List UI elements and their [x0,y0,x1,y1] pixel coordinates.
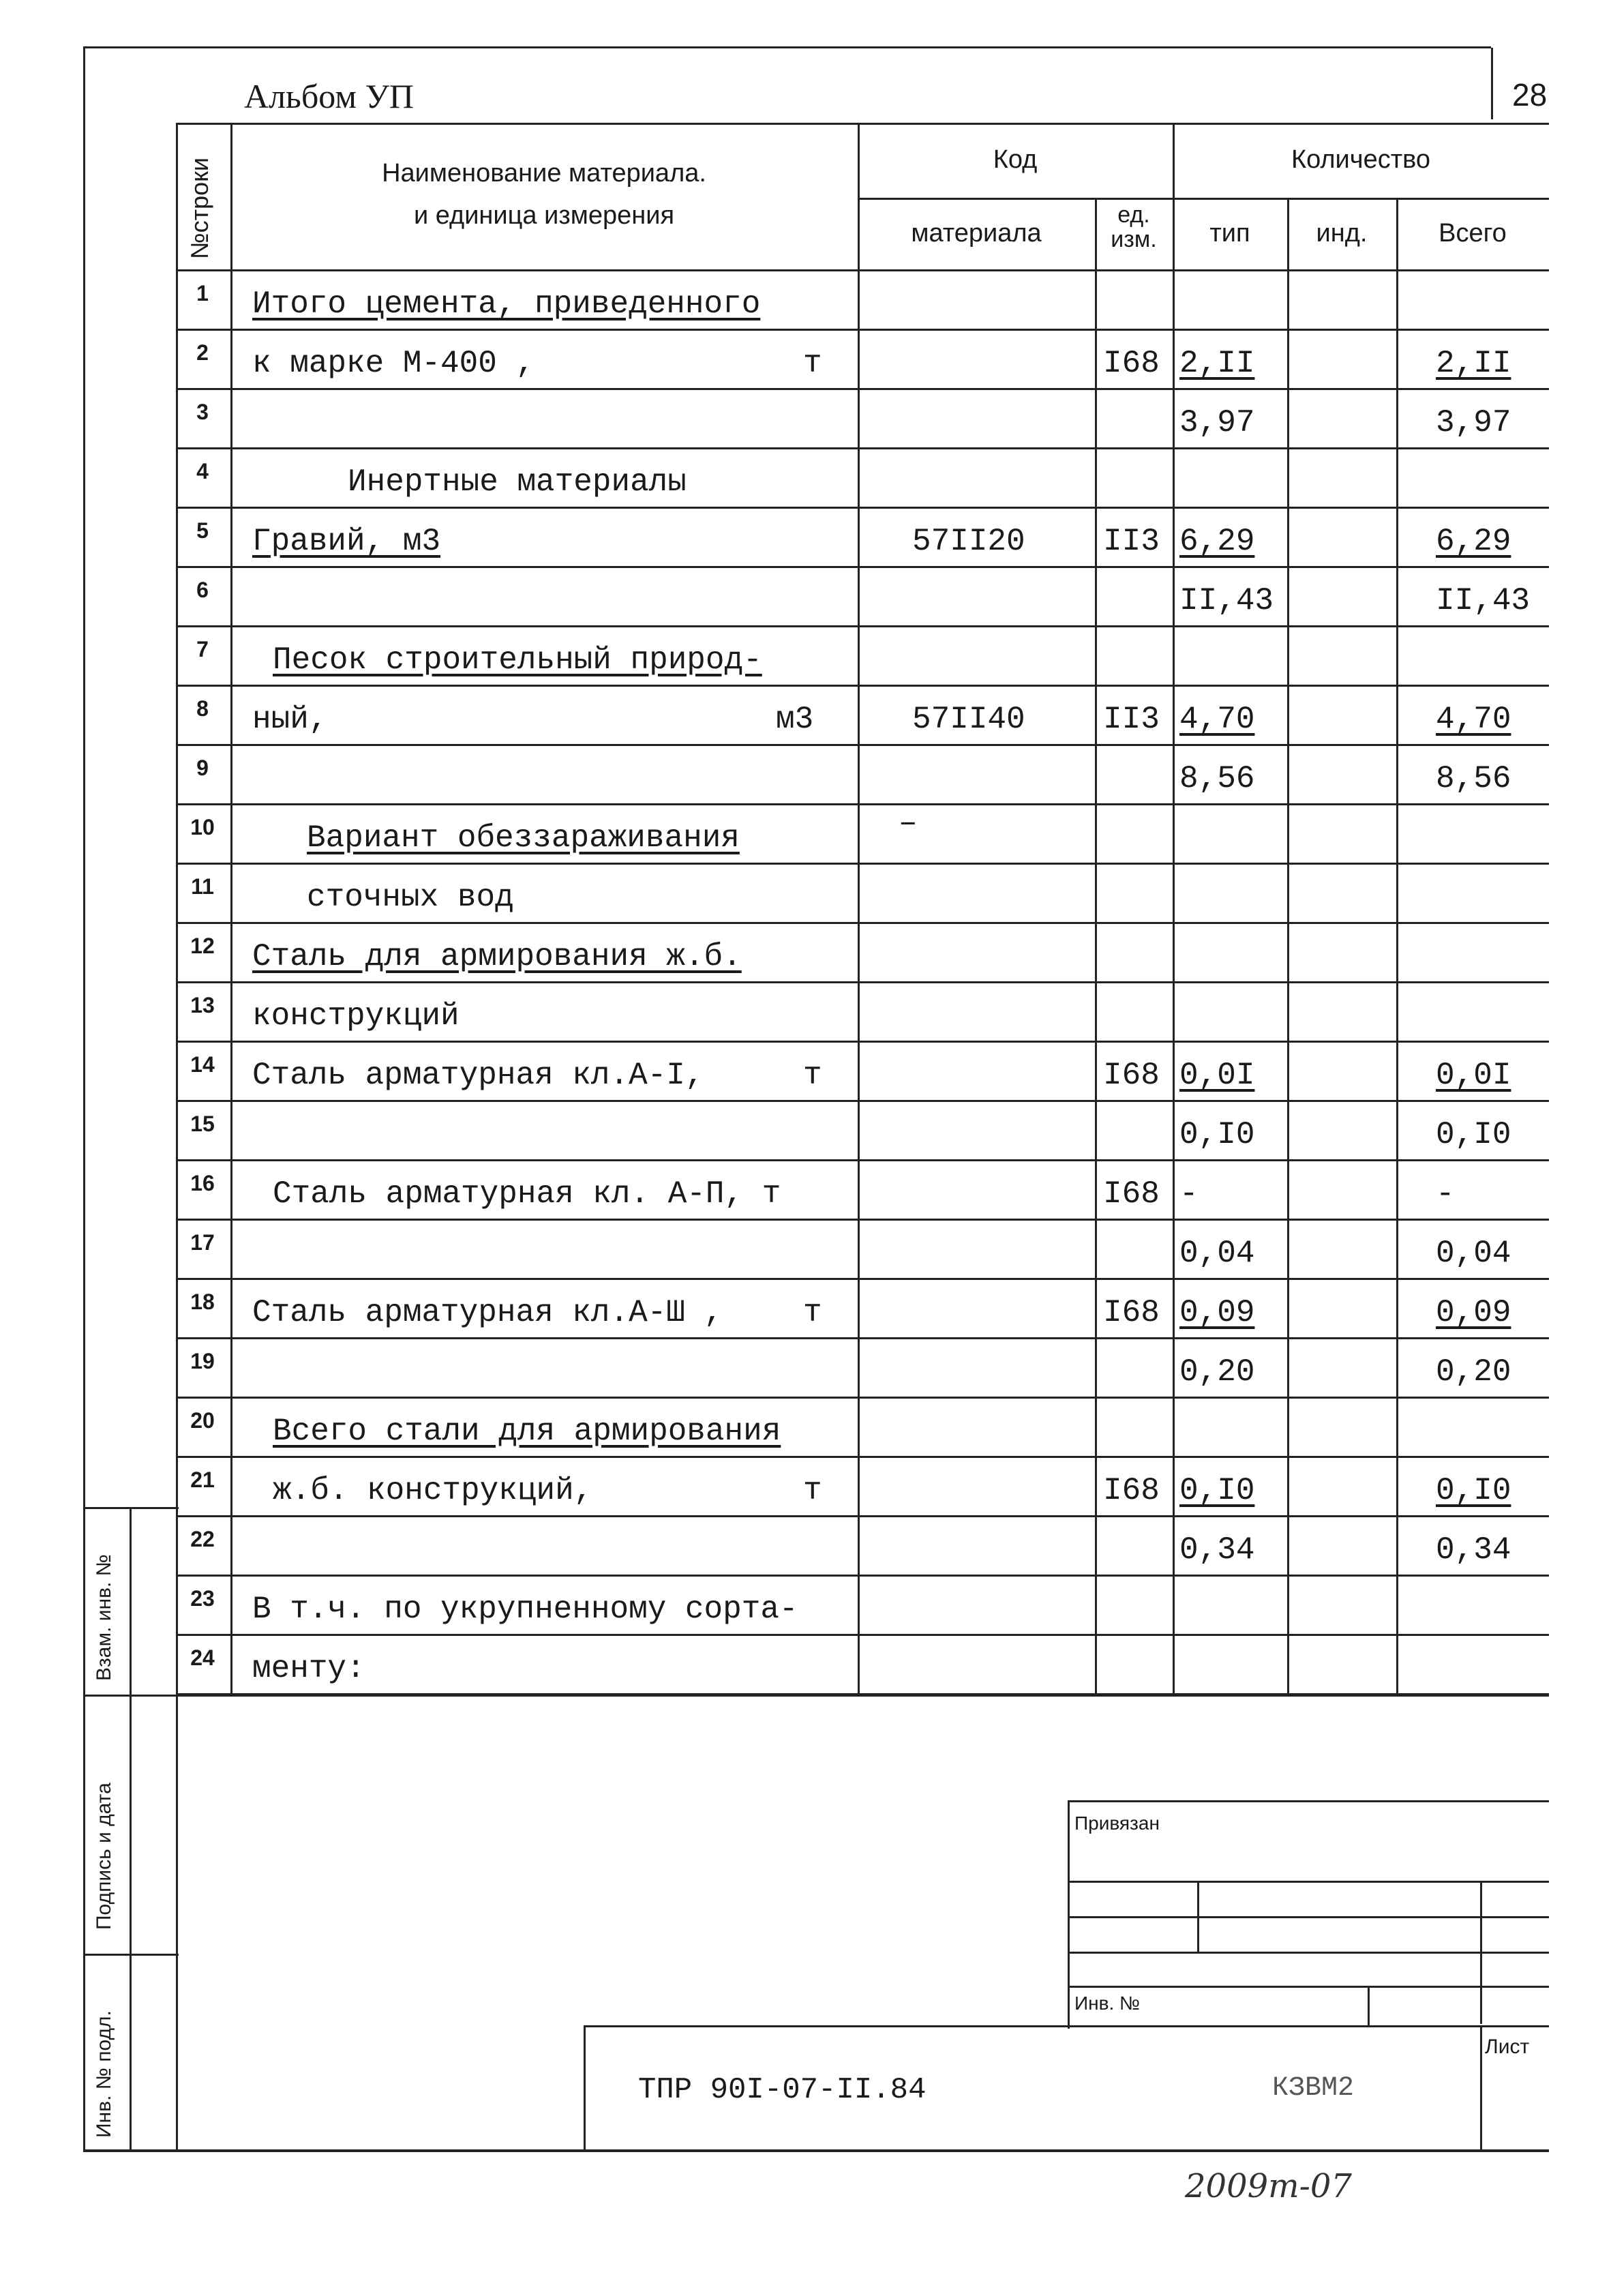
table-row [176,568,1549,627]
handwritten-number: 2009т-07 [1185,2167,1352,2205]
album-title: Альбом УП [244,77,414,115]
qty-total-value: 8,56 [1436,761,1511,796]
row-number: 18 [190,1289,215,1314]
unit-code: I68 [1103,1176,1160,1212]
unit-suffix: т [803,1058,822,1093]
table-row [176,1102,1549,1161]
table-row [176,1577,1549,1636]
qty-total-value: 3,97 [1436,405,1511,441]
material-name: сточных вод [307,880,514,915]
row-number: 20 [190,1408,215,1433]
material-name: конструкций [252,998,460,1034]
row-number: 2 [196,340,209,365]
qty-type-value: 2,II [1179,346,1255,381]
row-number: 21 [190,1467,215,1492]
unit-code: II3 [1103,702,1160,737]
unit-code: I68 [1103,1295,1160,1330]
row-number: 10 [190,815,215,839]
material-name: ж.б. конструкций, [273,1473,593,1508]
material-name: Вариант обеззараживания [307,820,740,856]
name-header-line1: Наименование материала. [382,159,706,188]
unit-suffix: т [803,1473,822,1508]
qty-total-value: 2,II [1436,346,1511,381]
table-row [176,687,1549,746]
unit-code: I68 [1103,1058,1160,1093]
table-row [176,746,1549,805]
inv-no-label: Инв. № [1074,1993,1141,2014]
qty-total-value: 0,I0 [1436,1473,1511,1508]
material-name: Сталь арматурная кл.А-Ш , [252,1295,723,1330]
material-name: Сталь для армирования ж.б. [252,939,742,974]
materials-table [176,123,1549,1697]
material-code: 57II40 [912,702,1025,737]
qty-type-value: 4,70 [1179,702,1255,737]
table-row [176,1043,1549,1102]
qty-type-value: 0,20 [1179,1354,1255,1390]
material-code: 57II20 [912,524,1025,559]
row-number: 5 [196,518,209,543]
qty-type-value: 8,56 [1179,761,1255,796]
row-number: 23 [190,1586,215,1611]
row-divider [176,1693,1549,1695]
row-number: 13 [190,993,215,1017]
table-row [176,1458,1549,1517]
title-block [584,1800,1549,2151]
row-number: 1 [196,281,209,305]
material-name: менту: [252,1651,365,1686]
table-row [176,1339,1549,1399]
qty-type-value: 0,34 [1179,1532,1255,1568]
row-number: 15 [190,1112,215,1136]
qty-total-value: 0,34 [1436,1532,1511,1568]
unit-suffix: м3 [776,702,814,737]
table-row [176,390,1549,449]
qty-total-value: 0,0I [1436,1058,1511,1093]
qty-type-header: тип [1209,219,1250,248]
unit-code: II3 [1103,524,1160,559]
table-row [176,627,1549,687]
side-stamp [83,1507,179,2151]
row-number: 16 [190,1171,215,1195]
qty-type-value: 0,I0 [1179,1473,1255,1508]
vzam-inv-label: Взам. инв. № [93,1554,115,1681]
code-header: Код [993,145,1038,174]
row-number: 14 [190,1052,215,1077]
table-row [176,1517,1549,1577]
qty-total-value: 0,09 [1436,1295,1511,1330]
material-name: Всего стали для армирования [273,1414,781,1449]
qty-type-value: 3,97 [1179,405,1255,441]
material-name: Итого цемента, приведенного [252,286,761,322]
table-row [176,1161,1549,1221]
table-row [176,924,1549,983]
row-number: 6 [196,578,209,602]
unit-code: I68 [1103,1473,1160,1508]
table-row [176,509,1549,568]
quantity-header: Количество [1291,145,1431,174]
table-row [176,1399,1549,1458]
row-number: 17 [190,1230,215,1255]
qty-type-value: II,43 [1179,583,1274,618]
table-row [176,331,1549,390]
row-number: 24 [190,1645,215,1670]
row-number: 9 [196,756,209,780]
material-name: к марке М-400 , [252,346,535,381]
frame-right-tick [1491,48,1493,119]
table-row [176,805,1549,865]
material-code: – [899,805,918,841]
list-label: Лист [1485,2036,1530,2058]
row-number: 12 [190,934,215,958]
inv-podl-label: Инв. № подл. [93,2010,115,2138]
qty-total-value: - [1436,1176,1455,1212]
qty-ind-header: инд. [1316,219,1368,248]
table-row [176,865,1549,924]
table-row [176,1221,1549,1280]
qty-total-value: 0,I0 [1436,1117,1511,1152]
material-name: Сталь арматурная кл.А-I, [252,1058,704,1093]
material-name: ный, [252,702,328,737]
qty-type-value: 6,29 [1179,524,1255,559]
frame-top-line [83,46,1491,48]
code-unit-header: ед. изм. [1111,202,1157,252]
material-name: Гравий, м3 [252,524,441,559]
row-number: 7 [196,637,209,661]
row-number-header: №строки [185,157,213,259]
row-number: 8 [196,696,209,721]
table-row [176,449,1549,509]
material-name: Песок строительный природ- [273,642,762,678]
qty-total-value: II,43 [1436,583,1531,618]
unit-suffix: т [803,346,822,381]
row-number: 22 [190,1527,215,1551]
material-name: В т.ч. по укрупненному сорта- [252,1592,798,1627]
qty-type-value: 0,0I [1179,1058,1255,1093]
qty-total-value: 0,04 [1436,1236,1511,1271]
name-header-line2: и единица измерения [413,201,675,230]
page-number: 28 [1512,77,1548,113]
code-material-header: материала [911,219,1042,248]
qty-total-value: 6,29 [1436,524,1511,559]
sheet-code: КЗВМ2 [1272,2073,1355,2104]
qty-total-value: 0,20 [1436,1354,1511,1390]
table-row [176,1280,1549,1339]
table-row [176,1636,1549,1695]
table-row [176,983,1549,1043]
material-name: Сталь арматурная кл. А-П, т [273,1176,781,1212]
qty-total-value: 4,70 [1436,702,1511,737]
material-name: Инертные материалы [348,464,687,500]
qty-total-header: Всего [1439,219,1507,248]
signature-date-label: Подпись и дата [93,1783,115,1930]
row-number: 4 [196,459,209,483]
table-row [176,271,1549,331]
qty-type-value: 0,04 [1179,1236,1255,1271]
row-number: 3 [196,400,209,424]
qty-type-value: - [1179,1176,1199,1212]
row-number: 11 [191,874,214,899]
qty-type-value: 0,I0 [1179,1117,1255,1152]
qty-type-value: 0,09 [1179,1295,1255,1330]
row-number: 19 [190,1349,215,1373]
privyazan-label: Привязан [1074,1813,1160,1834]
unit-suffix: т [803,1295,822,1330]
document-code: ТПР 90I-07-II.84 [638,2073,927,2107]
unit-code: I68 [1103,346,1160,381]
